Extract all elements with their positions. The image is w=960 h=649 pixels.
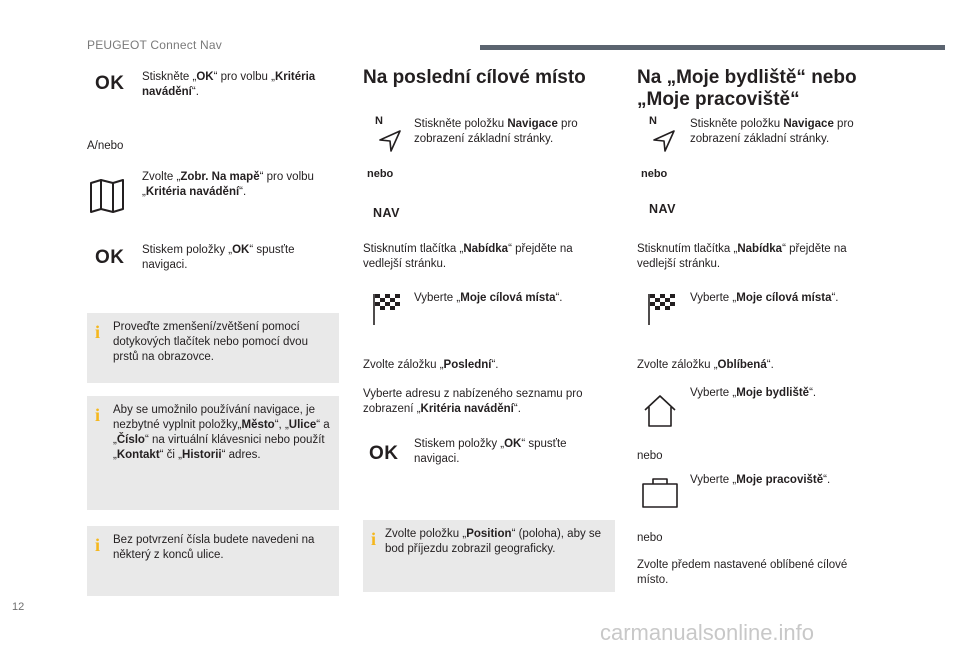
home-icon — [642, 393, 678, 434]
info-icon: i — [95, 322, 101, 342]
ok-icon: OK — [95, 73, 125, 94]
mid-p1: Stisknutím tlačítka „Nabídka“ přejděte na vedlejší stránku. — [363, 243, 573, 270]
nebo-label: nebo — [637, 450, 663, 462]
info-text: Proveďte zmenšení/zvětšení pomocí dotykových tlačítek nebo pomocí dvou prstů na obrazovce. — [113, 321, 308, 363]
info-text: Zvolte položku „Position“ (poloha), aby se bod příjezdu zobrazil geograficky. — [385, 528, 602, 555]
info-text: Aby se umožnilo používání navigace, je nezbytné vyplnit položky„Město“, „Ulice“ a „Číslo“ na virtuální klávesnici nebo použít „Kontakt“ či „Historii“ adres. — [113, 404, 330, 461]
mid-p2: Zvolte záložku „Poslední“. — [363, 359, 499, 371]
ok-icon: OK — [95, 247, 125, 268]
mid-ok-text: Stiskem položky „OK“ spusťte navigaci. — [414, 438, 567, 465]
info-text: Bez potvrzení čísla budete navedeni na některý z konců ulice. — [113, 534, 315, 561]
info-box-position — [363, 520, 615, 592]
info-icon: i — [95, 535, 101, 555]
info-box-zoom — [87, 313, 339, 383]
right-p1: Stisknutím tlačítka „Nabídka“ přejděte na vedlejší stránku. — [637, 243, 847, 270]
page-number: 12 — [12, 601, 25, 613]
left-row3-text: Stiskem položky „OK“ spusťte navigaci. — [142, 244, 295, 271]
mid-nav-text: Stiskněte položku Navigace pro zobrazení základní stránky. — [414, 118, 578, 145]
right-home-text: Vyberte „Moje bydliště“. — [690, 387, 817, 399]
section-heading-home-work: Na „Moje bydliště“ nebo „Moje pracoviště“ — [637, 67, 857, 110]
left-row2-text: Zvolte „Zobr. Na mapě“ pro volbu „Kritéria navádění“. — [142, 171, 314, 198]
info-icon: i — [95, 405, 101, 425]
map-icon — [89, 178, 125, 219]
watermark: carmanualsonline.info — [600, 620, 815, 645]
mid-p3: Vyberte adresu z nabízeného seznamu pro zobrazení „Kritéria navádění“. — [363, 388, 583, 415]
info-box-number — [87, 526, 339, 596]
nebo-label: nebo — [641, 168, 668, 180]
header-bar — [480, 45, 945, 50]
info-box-address — [87, 396, 339, 510]
mid-flag-text: Vyberte „Moje cílová místa“. — [414, 292, 563, 304]
nebo-label: nebo — [367, 168, 394, 180]
checkered-flag-icon — [646, 290, 676, 331]
right-p3: Zvolte předem nastavené oblíbené cílové místo. — [637, 559, 848, 586]
info-icon: i — [371, 529, 377, 549]
right-flag-text: Vyberte „Moje cílová místa“. — [690, 292, 839, 304]
section-heading-last-destination: Na poslední cílové místo — [363, 67, 586, 88]
ok-icon: OK — [369, 443, 399, 464]
left-row1-text: Stiskněte „OK“ pro volbu „Kritéria navádění“. — [142, 71, 316, 98]
nav-button-icon: NAV — [373, 206, 400, 220]
anebo-label: A/nebo — [87, 140, 124, 152]
right-nav-text: Stiskněte položku Navigace pro zobrazení základní stránky. — [690, 118, 854, 145]
nav-button-icon: NAV — [649, 202, 676, 216]
running-header: PEUGEOT Connect Nav — [87, 38, 222, 52]
right-work-text: Vyberte „Moje pracoviště“. — [690, 474, 831, 486]
briefcase-icon — [641, 476, 679, 515]
nebo-label: nebo — [637, 532, 663, 544]
checkered-flag-icon — [371, 290, 401, 331]
right-p2: Zvolte záložku „Oblíbená“. — [637, 359, 774, 371]
